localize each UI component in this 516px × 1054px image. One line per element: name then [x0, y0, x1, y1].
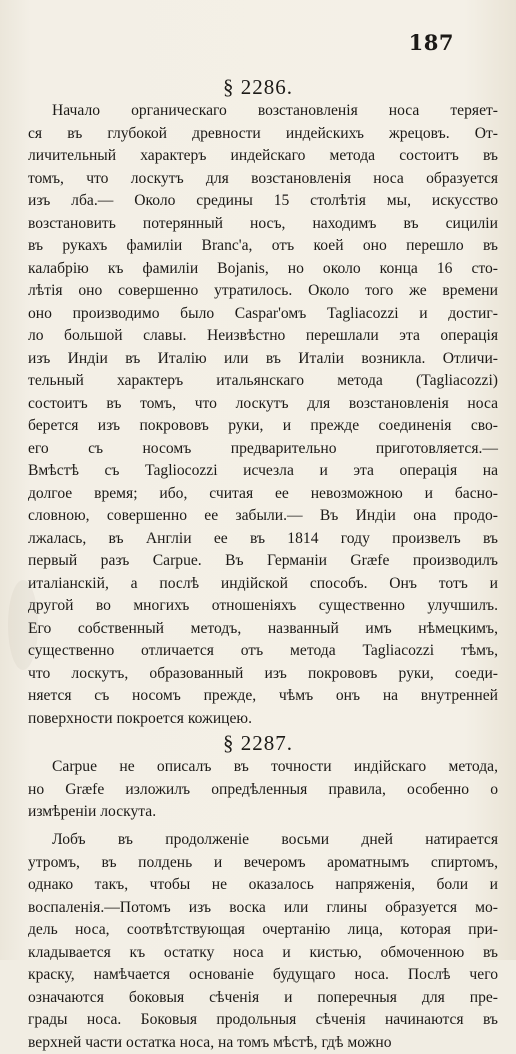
- text-line: другой во многихъ отношеніяхъ существенно улучшилъ.: [28, 595, 498, 618]
- text-line: лжалась, въ Англіи ее въ 1814 году произвелъ въ: [28, 528, 498, 551]
- text-line: кладывается къ остатку носа и кистью, обмоченною въ: [28, 942, 498, 965]
- text-line: означаются боковыя сѣченія и поперечныя для пре-: [28, 987, 498, 1010]
- section-heading-2286: § 2286.: [0, 75, 516, 100]
- text-line: Начало органическаго возстановленія носа теряет-: [28, 100, 498, 123]
- text-line: няется съ носомъ прежде, чѣмъ онъ на внутренней: [28, 685, 498, 708]
- text-line: его съ носомъ предварительно приготовляется.—: [28, 438, 498, 461]
- text-line: Лобъ въ продолженіе восьми дней натирается: [28, 829, 498, 852]
- text-line: поверхности покроется кожицею.: [28, 708, 498, 731]
- text-line: томъ, что лоскутъ для возстановленія носа образуется: [28, 168, 498, 191]
- text-line: грады носа. Боковыя продольныя сѣченія начинаются въ: [28, 1009, 498, 1032]
- paragraph-2286-1: [28, 100, 498, 730]
- page-number: 187: [409, 30, 454, 55]
- paragraph-2287-2: [28, 829, 498, 1054]
- section-heading-2287: § 2287.: [0, 731, 516, 756]
- text-line: тельный характеръ итальянскаго метода (Tagliacozzi): [28, 370, 498, 393]
- text-line: краску, намѣчается основаніе будущаго носа. Послѣ чего: [28, 964, 498, 987]
- text-line: изъ лба.— Около средины 15 столѣтія мы, искусство: [28, 190, 498, 213]
- text-line: изъ Индіи въ Италію или въ Италіи возникла. Отличи-: [28, 348, 498, 371]
- text-line: Вмѣстѣ съ Tagliocozzi исчезла и эта операція на: [28, 460, 498, 483]
- text-line: въ рукахъ фамиліи Branc'а, отъ коей оно перешло въ: [28, 235, 498, 258]
- text-line: однако такъ, чтобы не оказалось напряженія, боли и: [28, 874, 498, 897]
- text-line: верхней части остатка носа, на томъ мѣстѣ, гдѣ можно: [28, 1032, 498, 1054]
- text-line: лѣтія оно совершенно утратилось. Около того же времени: [28, 280, 498, 303]
- text-line: дель носа, соотвѣтствующая очертанію лица, которая при-: [28, 919, 498, 942]
- text-line: долгое время; ибо, считая ее невозможною и басно-: [28, 483, 498, 506]
- text-line: ло большой славы. Неизвѣстно перешлали эта операція: [28, 325, 498, 348]
- text-line: словною, совершенно ее забыли.— Въ Индіи она продо-: [28, 505, 498, 528]
- text-line: существенно отличается отъ метода Tagliacozzi тѣмъ,: [28, 640, 498, 663]
- text-line: оно производимо было Caspar'омъ Tagliacozzi и достиг-: [28, 303, 498, 326]
- text-line: первый разъ Carpue. Въ Германіи Græfe производилъ: [28, 550, 498, 573]
- text-line: возстановить потерянный носъ, находимъ въ сициліи: [28, 213, 498, 236]
- text-line: что лоскутъ, образованный изъ покрововъ руки, соеди-: [28, 663, 498, 686]
- paragraph-2287-1: [28, 756, 498, 824]
- text-line: но Græfe изложилъ опредѣленныя правила, особенно о: [28, 779, 498, 802]
- text-line: италіанскій, а послѣ индійской способъ. Онъ тотъ и: [28, 573, 498, 596]
- text-line: утромъ, въ полдень и вечеромъ ароматнымъ спиртомъ,: [28, 852, 498, 875]
- text-line: состоитъ въ томъ, что лоскутъ для возстановленія носа: [28, 393, 498, 416]
- text-line: Carpue не описалъ въ точности индійскаго метода,: [28, 756, 498, 779]
- text-line: личительный характеръ индейскаго метода состоитъ въ: [28, 145, 498, 168]
- text-line: берется изъ покрововъ руки, и прежде соединенія сво-: [28, 415, 498, 438]
- text-line: калабрію къ фамиліи Bojanis, но около конца 16 сто-: [28, 258, 498, 281]
- text-line: ся въ глубокой древности индейскихъ жрецовъ. От-: [28, 123, 498, 146]
- text-line: измѣреніи лоскута.: [28, 801, 498, 824]
- text-line: воспаленія.—Потомъ изъ воска или глины образуется мо-: [28, 897, 498, 920]
- text-line: Его собственный методъ, названный имъ нѣмецкимъ,: [28, 618, 498, 641]
